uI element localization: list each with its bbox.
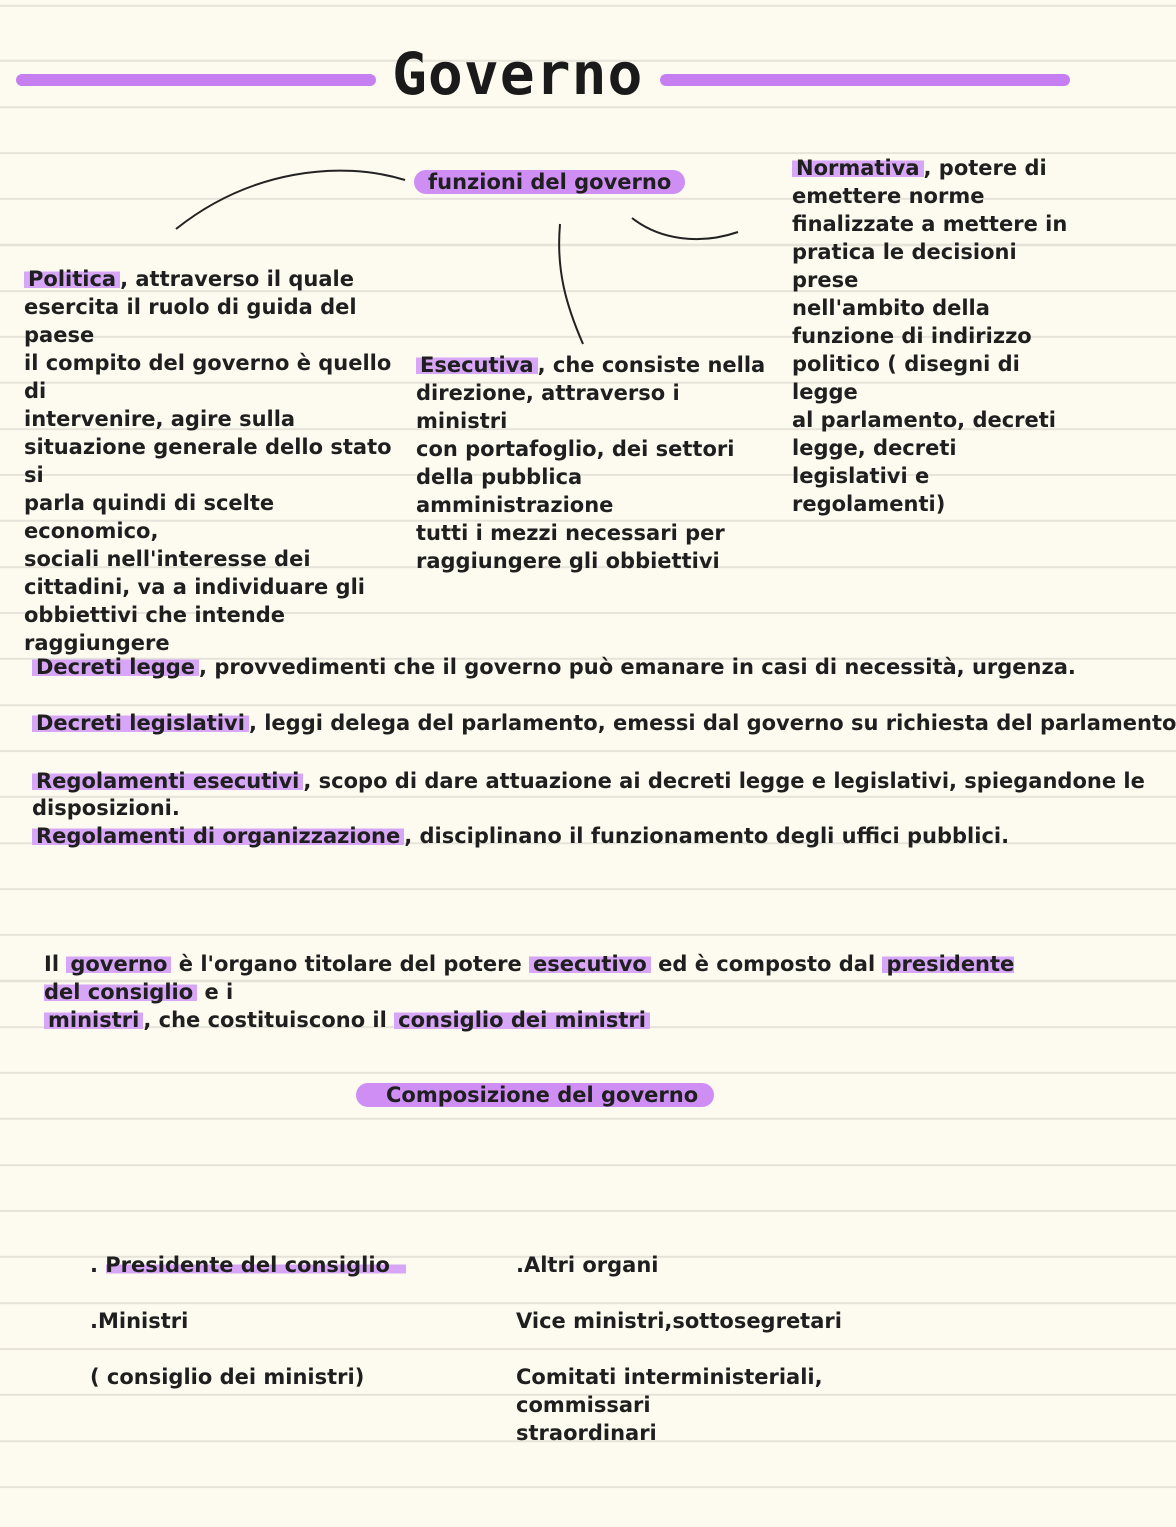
composition-left-list <box>90 1223 410 1419</box>
functions-heading-label: funzioni del governo <box>414 170 685 194</box>
esecutiva-text: , che consiste nella direzione, attraverso i ministri con portafoglio, dei settori della pubblica amministrazione tutti i mezzi necessari per raggiungere gli obbiettivi <box>416 353 766 573</box>
definition-regolamenti-organizzazione <box>32 821 1072 851</box>
composition-heading-label: Composizione del governo <box>356 1083 714 1107</box>
composition-item: Comitati interministeriali, commissari straordinari <box>516 1365 823 1445</box>
functions-heading <box>414 170 685 194</box>
definition-text: , provvedimenti che il governo può emanare in casi di necessità, urgenza. <box>199 655 1076 679</box>
definition-term: Decreti legge <box>32 655 199 679</box>
summary-text: ed è composto dal <box>650 952 883 976</box>
definition-text: , disciplinano il funzionamento degli uffici pubblici. <box>404 824 1010 848</box>
composition-item: .Altri organi <box>516 1253 659 1277</box>
composition-item: .Ministri <box>90 1309 189 1333</box>
politica-text: , attraverso il quale esercita il ruolo di guida del paese il compito del governo è quello di intervenire, agire sulla situazione generale dello stato si parla quindi di scelte economico, sociali nell'interesse dei cittadini, va a individuare gli obbiettivi che intende raggiungere <box>24 267 392 655</box>
definition-term: Regolamenti esecutivi <box>32 769 303 793</box>
politica-block <box>24 265 394 657</box>
summary-highlight: ministri <box>44 1008 143 1032</box>
esecutiva-block <box>416 351 766 575</box>
composition-item <box>90 1251 410 1279</box>
normativa-block <box>792 154 1077 518</box>
definition-regolamenti-group <box>32 767 1145 851</box>
politica-term: Politica <box>24 267 120 291</box>
summary-highlight: governo <box>66 952 171 976</box>
definition-regolamenti-esecutivi-cont: disposizioni. <box>32 796 180 820</box>
summary-highlight: presidente del consiglio <box>44 952 1015 1004</box>
normativa-text: , potere di emettere norme finalizzate a mettere in pratica le decisioni prese nell'ambito della funzione di indirizzo politico ( disegni di legge al parlamento, decreti legge, decreti legislativi e regolamenti) <box>792 156 1068 516</box>
summary-text: Il <box>44 952 67 976</box>
connector-to-politica <box>176 171 405 229</box>
summary-highlight: esecutivo <box>529 952 651 976</box>
page-title: Governo <box>392 40 644 108</box>
definition-text: , leggi delega del parlamento, emessi dal governo su richiesta del parlamento <box>248 711 1176 735</box>
composition-heading <box>356 1083 714 1107</box>
summary-text: è l'organo titolare del potere <box>171 952 530 976</box>
definition-decreti-legge <box>32 655 1076 679</box>
composition-item-label: . Presidente del consiglio <box>90 1253 406 1277</box>
connector-to-normativa <box>632 218 738 239</box>
connector-to-esecutiva <box>559 224 583 344</box>
definition-term: Decreti legislativi <box>32 711 249 735</box>
summary-text: e i <box>197 980 234 1004</box>
composition-right-list <box>516 1223 956 1475</box>
composition-item: Vice ministri,sottosegretari <box>516 1309 842 1333</box>
summary-paragraph <box>44 950 1054 1034</box>
definition-regolamenti-esecutivi <box>32 767 1145 795</box>
summary-text: , che costituiscono il <box>143 1008 395 1032</box>
esecutiva-term: Esecutiva <box>416 353 538 377</box>
composition-item: ( consiglio dei ministri) <box>90 1365 365 1389</box>
definition-decreti-legislativi <box>32 711 1176 735</box>
definition-text: , scopo di dare attuazione ai decreti legge e legislativi, spiegandone le <box>303 769 1145 793</box>
summary-highlight: consiglio dei ministri <box>394 1008 650 1032</box>
normativa-term: Normativa <box>792 156 924 180</box>
definition-term: Regolamenti di organizzazione <box>32 824 404 848</box>
